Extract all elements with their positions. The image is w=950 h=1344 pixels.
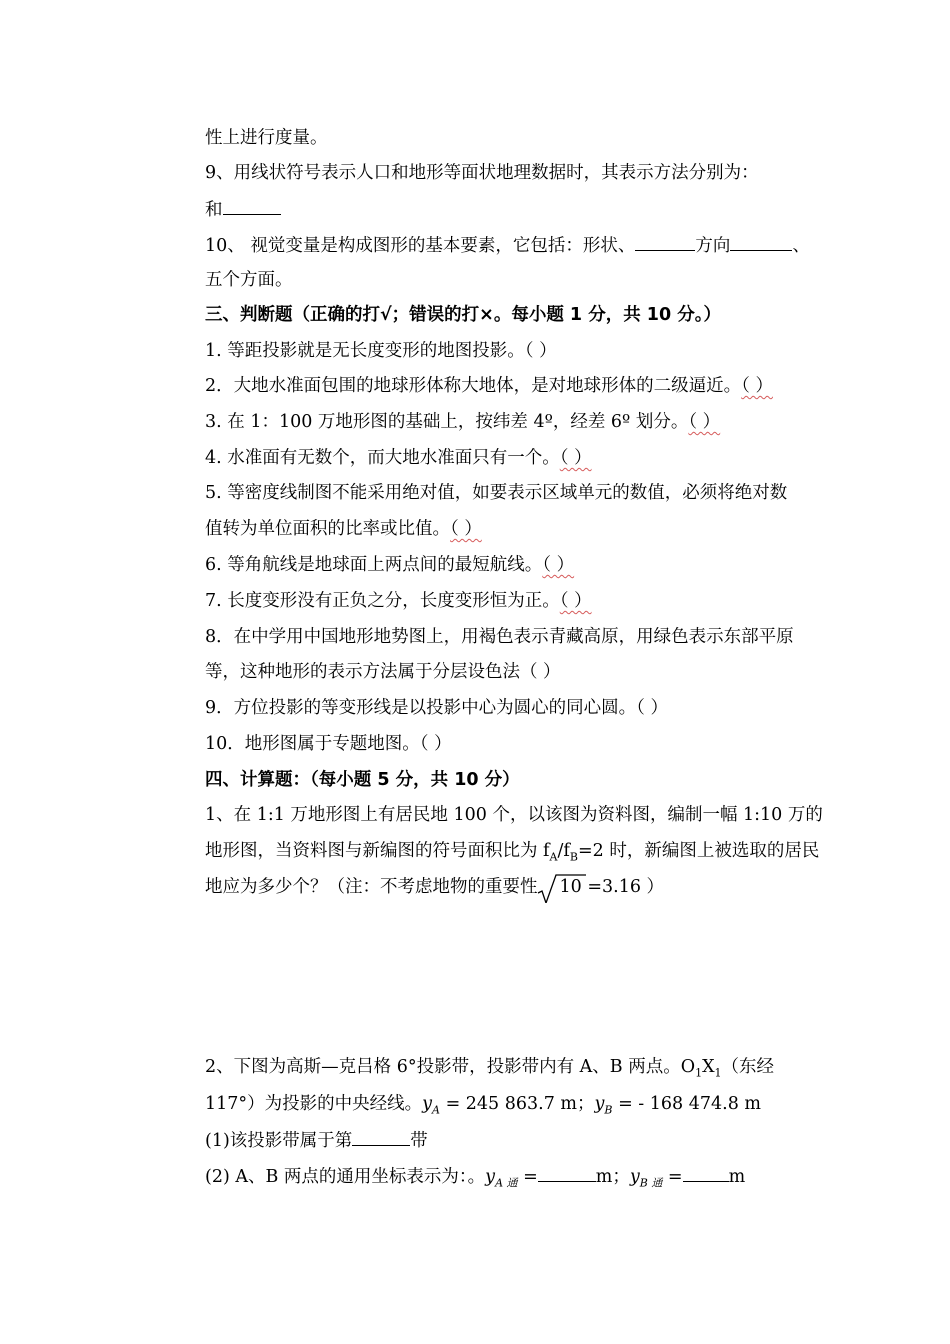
text-line [205, 196, 281, 222]
text-line [205, 839, 819, 870]
answer-paren[interactable]: （ ） [688, 412, 721, 432]
judge-item [205, 410, 720, 434]
judge-item [205, 481, 787, 505]
answer-blank[interactable] [683, 1163, 729, 1182]
text: /f [557, 841, 570, 861]
text: 10 [559, 877, 582, 897]
text: （东经 [721, 1057, 775, 1077]
variable: y [594, 1094, 605, 1114]
judge-item [205, 732, 452, 756]
text: m [728, 1167, 746, 1187]
text: = - 168 474.8 m [612, 1094, 761, 1114]
calc-question-2 [205, 1055, 774, 1086]
text: 3. 在 1：100 万地形图的基础上，按纬差 4º，经差 6º 划分。 [205, 412, 689, 432]
text: 地形图，当资料图与新编图的符号面积比为 f [205, 841, 550, 861]
judge-item [205, 625, 794, 649]
text: 2．大地水准面包围的地球形体称大地体，是对地球形体的二级逼近。 [205, 376, 742, 396]
answer-blank[interactable] [635, 232, 695, 251]
variable: y [629, 1167, 640, 1187]
text-line [205, 268, 293, 292]
text: 6. 等角航线是地球面上两点间的最短航线。 [205, 555, 543, 575]
text-line [205, 517, 482, 541]
text-line [205, 660, 561, 684]
text: 1、在 1:1 万地形图上有居民地 100 个，以该图为资料图，编制一幅 1:10 万的 [205, 805, 823, 825]
answer-blank[interactable] [538, 1163, 596, 1182]
subscript: A [549, 850, 558, 864]
text: 117°）为投影的中央经线。 [205, 1094, 423, 1114]
text: 9、用线状符号表示人口和地形等面状地理数据时，其表示方法分别为： [205, 163, 759, 183]
subscript: A 通 [495, 1176, 518, 1190]
answer-paren[interactable]: （ ） [741, 376, 773, 396]
text: m； [595, 1167, 630, 1187]
subscript: 1 [714, 1066, 722, 1080]
text: 五个方面。 [205, 270, 293, 290]
section-heading [205, 768, 520, 792]
text: 四、计算题：（每小题 5 分，共 10 分） [205, 770, 520, 790]
text: 9．方位投影的等变形线是以投影中心为圆心的同心圆。（ ） [205, 698, 668, 718]
text: = [662, 1167, 683, 1187]
section-heading [205, 303, 721, 327]
answer-blank[interactable] [223, 196, 281, 215]
text: =2 时，新编图上被选取的居民 [577, 841, 820, 861]
answer-paren[interactable]: （ ） [542, 555, 575, 575]
answer-paren[interactable]: （ ） [559, 591, 592, 611]
text-line [205, 1092, 761, 1123]
text: 等，这种地形的表示方法属于分层设色法（ ） [205, 662, 561, 682]
question-10 [205, 232, 810, 258]
text: 5. 等密度线制图不能采用绝对值，如要表示区域单元的数值，必须将绝对数 [205, 483, 788, 503]
radical-sign-icon [536, 871, 588, 903]
text: (1)该投影带属于第 [205, 1131, 353, 1151]
text: = [517, 1167, 538, 1187]
judge-item [205, 374, 773, 398]
text: 8．在中学用中国地形地势图上，用褐色表示青藏高原，用绿色表示东部平原 [205, 627, 794, 647]
text-line [205, 875, 664, 899]
text: 值转为单位面积的比率或比值。 [205, 519, 450, 539]
sub-question-2 [205, 1163, 745, 1196]
answer-paren[interactable]: （ ） [450, 519, 482, 539]
text: 10．地形图属于专题地图。（ ） [205, 734, 452, 754]
calc-question-1 [205, 803, 823, 827]
subscript: B [569, 850, 578, 864]
text: 和 [205, 200, 223, 220]
text: =3.16 ） [581, 877, 665, 897]
subscript: B 通 [639, 1176, 663, 1190]
judge-item [205, 339, 557, 363]
sqrt-expression [538, 875, 582, 899]
text: 带 [410, 1131, 428, 1151]
text: 2、下图为高斯—克吕格 6°投影带，投影带内有 A、B 两点。O [205, 1057, 696, 1077]
judge-item [205, 589, 592, 613]
text: 1. 等距投影就是无长度变形的地图投影。（ ） [205, 341, 557, 361]
sub-question-1 [205, 1127, 428, 1153]
text: = 245 863.7 m； [440, 1094, 595, 1114]
text: 、 [792, 236, 810, 256]
answer-paren[interactable]: （ ） [559, 448, 592, 468]
subscript: B [604, 1103, 613, 1117]
text: 方向 [695, 236, 731, 256]
question-9 [205, 161, 759, 185]
answer-blank[interactable] [730, 232, 792, 251]
judge-item [205, 446, 592, 470]
variable: y [485, 1167, 496, 1187]
text: 地应为多少个？（注：不考虑地物的重要性 [205, 877, 538, 897]
judge-item [205, 553, 574, 577]
text: X [702, 1057, 715, 1077]
text-line [205, 126, 328, 150]
variable: y [422, 1094, 433, 1114]
answer-blank[interactable] [352, 1127, 410, 1146]
text: 三、判断题（正确的打√；错误的打×。每小题 1 分，共 10 分。） [205, 305, 721, 325]
text: 10、 视觉变量是构成图形的基本要素，它包括：形状、 [205, 236, 636, 256]
subscript: 1 [695, 1066, 703, 1080]
text: 性上进行度量。 [205, 128, 328, 148]
subscript: A [432, 1103, 440, 1117]
text: 4. 水准面有无数个，而大地水准面只有一个。 [205, 448, 560, 468]
text: (2) A、B 两点的通用坐标表示为：。 [205, 1167, 486, 1187]
judge-item [205, 696, 668, 720]
text: 7. 长度变形没有正负之分，长度变形恒为正。 [205, 591, 560, 611]
